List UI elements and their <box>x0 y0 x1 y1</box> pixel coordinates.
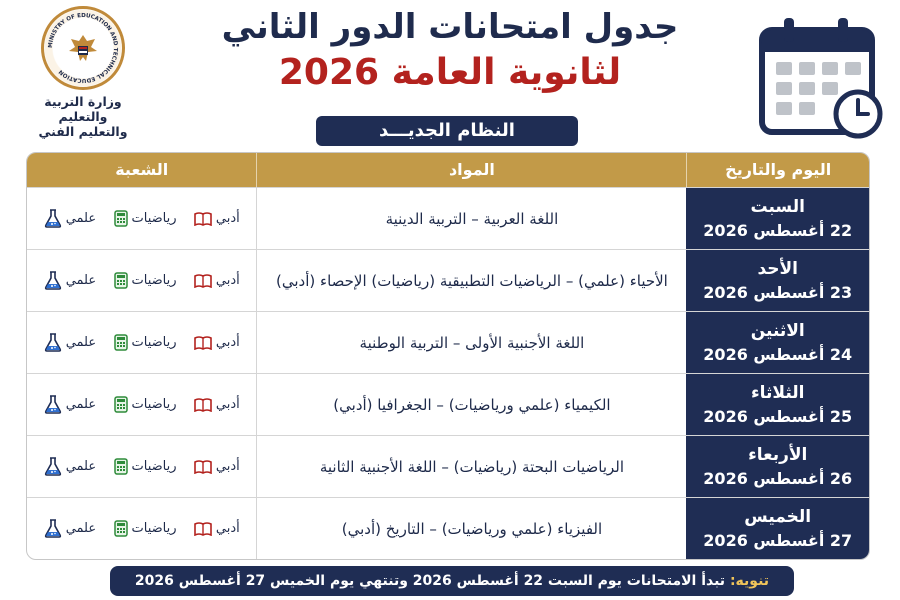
note-label: تنويه: <box>729 573 770 589</box>
open-book-icon <box>194 336 212 350</box>
branch-math-label: رياضيات <box>131 459 177 474</box>
system-badge: النظام الجديـــد <box>316 116 578 146</box>
footer-note <box>110 566 794 596</box>
day-date-cell <box>686 312 869 373</box>
day-name: الأربعاء <box>748 444 808 465</box>
branch-literary <box>194 397 240 412</box>
calculator-icon <box>114 334 128 351</box>
open-book-icon <box>194 460 212 474</box>
branch-math <box>114 396 177 413</box>
branch-cell <box>27 312 256 373</box>
ministry-logo <box>18 6 148 139</box>
exam-date: 24 أغسطس 2026 <box>703 344 853 364</box>
calculator-icon <box>114 396 128 413</box>
ministry-seal <box>41 6 125 90</box>
branch-math-label: رياضيات <box>131 335 177 350</box>
page-title: جدول امتحانات الدور الثاني <box>221 7 679 47</box>
exam-date: 22 أغسطس 2026 <box>703 220 853 240</box>
branch-science <box>44 519 96 538</box>
branch-literary-label: أدبي <box>215 273 240 288</box>
day-name: الخميس <box>744 506 812 527</box>
branch-science-label: علمي <box>65 211 97 226</box>
subjects-cell <box>256 436 686 497</box>
branch-list <box>27 271 256 290</box>
branch-list <box>27 457 256 476</box>
branch-science <box>44 271 96 290</box>
branch-math <box>114 334 177 351</box>
branch-science <box>44 457 96 476</box>
ministry-line1: وزارة التربية والتعليم <box>44 94 122 124</box>
branch-list <box>27 209 256 228</box>
branch-science <box>44 333 96 352</box>
table-row <box>27 435 869 497</box>
branch-cell <box>27 436 256 497</box>
branch-cell <box>27 374 256 435</box>
branch-math <box>114 210 177 227</box>
page-subtitle: لثانوية العامة 2026 <box>278 52 622 93</box>
calculator-icon <box>114 210 128 227</box>
day-date-cell <box>686 498 869 559</box>
title-block <box>160 4 740 96</box>
day-date-cell <box>686 188 869 249</box>
subjects-text: الرياضيات البحتة (رياضيات) – اللغة الأجنبية الثانية <box>319 457 625 476</box>
header-branch: الشعبة <box>115 160 169 179</box>
branch-literary-label: أدبي <box>215 521 240 536</box>
branch-literary-label: أدبي <box>215 335 240 350</box>
branch-literary <box>194 211 240 226</box>
table-row <box>27 249 869 311</box>
exam-date: 26 أغسطس 2026 <box>703 468 853 488</box>
branch-science-label: علمي <box>65 397 97 412</box>
subjects-text: الكيمياء (علمي ورياضيات) – الجغرافيا (أدبي) <box>333 395 611 414</box>
open-book-icon <box>194 274 212 288</box>
branch-literary-label: أدبي <box>215 397 240 412</box>
flask-icon <box>44 271 62 290</box>
subjects-cell <box>256 374 686 435</box>
branch-cell <box>27 188 256 249</box>
table-body <box>27 187 869 559</box>
branch-math-label: رياضيات <box>131 521 177 536</box>
note-text: تبدأ الامتحانات يوم السبت 22 أغسطس 2026 وتنتهي يوم الخميس 27 أغسطس 2026 <box>134 573 726 589</box>
flask-icon <box>44 519 62 538</box>
subjects-cell <box>256 250 686 311</box>
branch-literary <box>194 521 240 536</box>
seal-text: MINISTRY OF EDUCATION AND TECHNICAL EDUCATION <box>47 12 119 84</box>
branch-list <box>27 519 256 538</box>
branch-list <box>27 395 256 414</box>
branch-science-label: علمي <box>65 273 97 288</box>
open-book-icon <box>194 212 212 226</box>
day-name: السبت <box>750 196 805 217</box>
calculator-icon <box>114 458 128 475</box>
day-name: الأحد <box>757 258 798 279</box>
branch-literary <box>194 335 240 350</box>
flask-icon <box>44 457 62 476</box>
table-row <box>27 373 869 435</box>
table-row <box>27 311 869 373</box>
subjects-text: اللغة العربية – التربية الدينية <box>385 209 559 228</box>
branch-math <box>114 458 177 475</box>
day-date-cell <box>686 250 869 311</box>
calculator-icon <box>114 520 128 537</box>
ministry-name <box>18 94 148 139</box>
branch-math <box>114 520 177 537</box>
branch-science <box>44 395 96 414</box>
calculator-icon <box>114 272 128 289</box>
open-book-icon <box>194 398 212 412</box>
branch-math-label: رياضيات <box>131 273 177 288</box>
branch-literary <box>194 273 240 288</box>
branch-literary <box>194 459 240 474</box>
subjects-cell <box>256 188 686 249</box>
subjects-cell <box>256 498 686 559</box>
branch-math-label: رياضيات <box>131 211 177 226</box>
flask-icon <box>44 333 62 352</box>
branch-math-label: رياضيات <box>131 397 177 412</box>
branch-math <box>114 272 177 289</box>
exam-date: 27 أغسطس 2026 <box>703 530 853 550</box>
table-row <box>27 187 869 249</box>
day-name: الثلاثاء <box>750 382 805 403</box>
header-subjects: المواد <box>256 153 686 187</box>
exam-date: 25 أغسطس 2026 <box>703 406 853 426</box>
subjects-text: اللغة الأجنبية الأولى – التربية الوطنية <box>359 333 585 352</box>
open-book-icon <box>194 522 212 536</box>
flask-icon <box>44 209 62 228</box>
subjects-text: الفيزياء (علمي ورياضيات) – التاريخ (أدبي) <box>341 519 603 538</box>
branch-cell <box>27 498 256 559</box>
exam-date: 23 أغسطس 2026 <box>703 282 853 302</box>
branch-literary-label: أدبي <box>215 459 240 474</box>
day-date-cell <box>686 436 869 497</box>
branch-science-label: علمي <box>65 459 97 474</box>
subjects-cell <box>256 312 686 373</box>
branch-list <box>27 333 256 352</box>
calendar-clock-icon <box>758 14 886 140</box>
day-name: الاثنين <box>750 320 805 341</box>
flask-icon <box>44 395 62 414</box>
branch-science-label: علمي <box>65 521 97 536</box>
header-day-date: اليوم والتاريخ <box>686 153 869 187</box>
ministry-line2: والتعليم الفني <box>38 124 128 139</box>
branch-science <box>44 209 96 228</box>
branch-cell <box>27 250 256 311</box>
exam-schedule-table <box>26 152 870 560</box>
branch-literary-label: أدبي <box>215 211 240 226</box>
table-header <box>27 153 869 187</box>
table-row <box>27 497 869 559</box>
branch-science-label: علمي <box>65 335 97 350</box>
day-date-cell <box>686 374 869 435</box>
subjects-text: الأحياء (علمي) – الرياضيات التطبيقية (رياضيات) الإحصاء (أدبي) <box>276 271 668 290</box>
